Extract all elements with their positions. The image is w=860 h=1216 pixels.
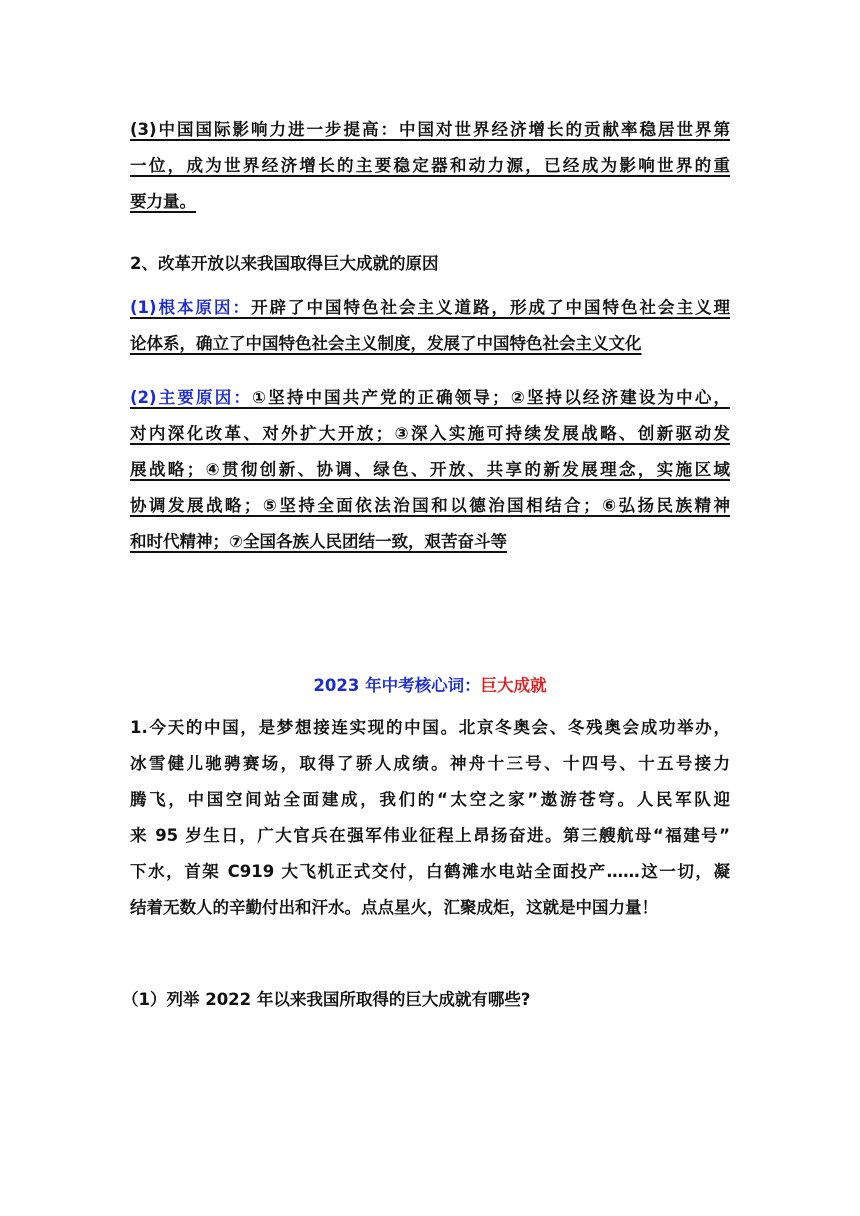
paragraph-line: (3)中国国际影响力进一步提高：中国对世界经济增长的贡献率稳居世界第 [130, 120, 730, 139]
main-cause-text: ①坚持中国共产党的正确领导；②坚持以经济建设为中心， [252, 388, 730, 407]
section-heading: 2、改革开放以来我国取得巨大成就的原因 [130, 254, 439, 273]
material-line: 下水，首架 C919 大飞机正式交付，白鹤滩水电站全面投产……这一切，凝 [130, 862, 730, 881]
paragraph-line: 一位，成为世界经济增长的主要稳定器和动力源，已经成为影响世界的重 [130, 156, 730, 175]
root-cause-text: 开辟了中国特色社会主义道路，形成了中国特色社会主义理 [251, 298, 730, 317]
paragraph-line: 论体系，确立了中国特色社会主义制度，发展了中国特色社会主义文化 [130, 334, 642, 353]
main-cause-paragraph [130, 380, 730, 560]
sub-question [122, 982, 722, 1018]
reasons-heading-block [130, 246, 730, 282]
international-influence-paragraph [130, 112, 730, 220]
paragraph-line [130, 380, 730, 416]
material-line: 1.今天的中国，是梦想接连实现的中国。北京冬奥会、冬残奥会成功举办， [130, 718, 730, 737]
material-line: 冰雪健儿驰骋赛场，取得了骄人成绩。神舟十三号、十四号、十五号接力 [130, 754, 730, 773]
question-material [130, 710, 730, 926]
paragraph-line [130, 290, 730, 326]
material-line: 腾飞，中国空间站全面建成，我们的“太空之家”遨游苍穹。人民军队迎 [130, 790, 730, 809]
paragraph-line: 协调发展战略；⑤坚持全面依法治国和以德治国相结合；⑥弘扬民族精神 [130, 496, 730, 515]
paragraph-line: 要力量。 [130, 192, 196, 211]
keyword-title-prefix: 2023 年中考核心词： [313, 676, 481, 695]
material-line: 来 95 岁生日，广大官兵在强军伟业征程上昂扬奋进。第三艘航母“福建号” [130, 826, 730, 845]
material-line: 结着无数人的辛勤付出和汗水。点点星火，汇聚成炬，这就是中国力量！ [130, 898, 658, 917]
keyword-title-line [130, 668, 730, 704]
main-cause-label: (2)主要原因： [130, 388, 253, 407]
keyword-title-keyword: 巨大成就 [480, 676, 547, 695]
root-cause-paragraph [130, 290, 730, 362]
root-cause-label: (1)根本原因： [130, 298, 252, 317]
paragraph-line: 展战略；④贯彻创新、协调、绿色、开放、共享的新发展理念，实施区域 [130, 460, 730, 479]
keyword-title [130, 668, 730, 704]
paragraph-line: 对内深化改革、对外扩大开放；③深入实施可持续发展战略、创新驱动发 [130, 424, 730, 443]
sub-question-text: （1）列举 2022 年以来我国所取得的巨大成就有哪些? [122, 990, 531, 1009]
paragraph-line: 和时代精神；⑦全国各族人民团结一致，艰苦奋斗等 [130, 532, 507, 551]
